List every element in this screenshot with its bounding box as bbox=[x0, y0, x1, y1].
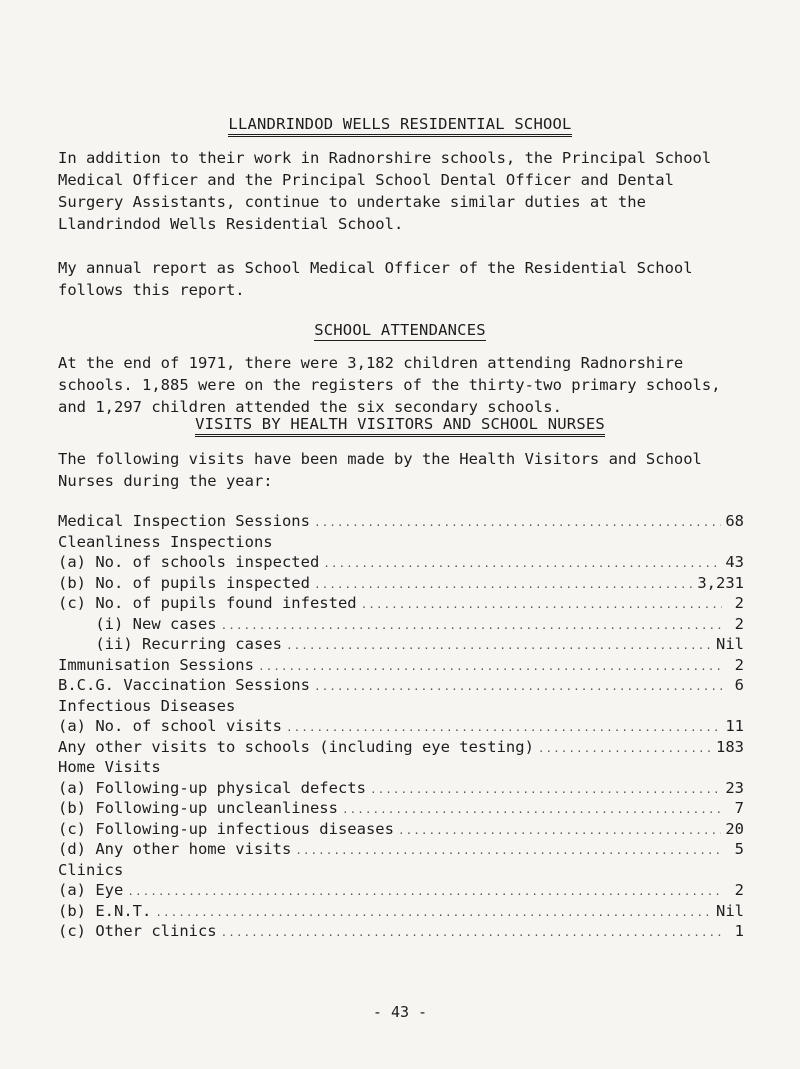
row-value: 43 bbox=[725, 553, 744, 571]
leader-dots bbox=[221, 926, 722, 939]
leader-dots bbox=[342, 803, 722, 816]
leader-dots bbox=[370, 783, 721, 796]
table-row bbox=[58, 676, 744, 697]
row-label: (ii) Recurring cases bbox=[58, 635, 282, 653]
page-number: - 43 - bbox=[372, 1003, 428, 1021]
leader-dots bbox=[127, 885, 722, 898]
visits-paragraph: The following visits have been made by the Health Visitors and School Nurses during the year: bbox=[58, 450, 702, 490]
leader-dots bbox=[323, 557, 721, 570]
table-row bbox=[58, 594, 744, 615]
row-label: Infectious Diseases bbox=[58, 696, 236, 715]
row-value: 6 bbox=[734, 676, 744, 694]
leader-dots bbox=[361, 598, 722, 611]
row-label: (i) New cases bbox=[58, 614, 217, 633]
table-row bbox=[58, 635, 744, 656]
leader-dots bbox=[295, 844, 722, 857]
row-label: (c) No. of pupils found infested bbox=[58, 594, 357, 612]
row-label: (a) No. of schools inspected bbox=[58, 553, 320, 571]
leader-dots bbox=[155, 906, 712, 919]
leader-dots bbox=[286, 721, 721, 734]
table-row bbox=[58, 656, 744, 677]
row-label: (d) Any other home visits bbox=[58, 840, 292, 858]
table-row bbox=[58, 779, 744, 800]
row-label: (c) Following-up infectious diseases bbox=[58, 819, 394, 838]
table-row bbox=[58, 697, 744, 718]
leader-dots bbox=[314, 578, 693, 591]
leader-dots bbox=[314, 516, 721, 529]
table-row bbox=[58, 881, 744, 902]
visits-heading bbox=[0, 415, 800, 437]
intro-paragraph-2: My annual report as School Medical Officer of the Residential School follows this report. bbox=[58, 259, 693, 299]
row-label: (a) No. of school visits bbox=[58, 717, 282, 735]
table-row bbox=[58, 922, 744, 943]
attendances-heading-text: SCHOOL ATTENDANCES bbox=[314, 321, 486, 339]
row-value: 11 bbox=[725, 717, 744, 735]
row-value: Nil bbox=[716, 901, 744, 920]
table-row bbox=[58, 758, 744, 779]
row-label: (c) Other clinics bbox=[58, 922, 217, 940]
table-row bbox=[58, 861, 744, 882]
row-value: 23 bbox=[725, 778, 744, 797]
leader-dots bbox=[314, 680, 722, 693]
leader-dots bbox=[286, 639, 712, 652]
page-title-text: LLANDRINDOD WELLS RESIDENTIAL SCHOOL bbox=[228, 115, 571, 137]
row-label: (b) E.N.T. bbox=[58, 901, 152, 920]
row-value: 2 bbox=[734, 881, 744, 899]
table-row bbox=[58, 902, 744, 923]
row-label: Clinics bbox=[58, 860, 124, 879]
leader-dots bbox=[258, 660, 722, 673]
visits-heading-text: VISITS BY HEALTH VISITORS AND SCHOOL NURSES bbox=[195, 415, 605, 437]
row-label: Home Visits bbox=[58, 758, 161, 776]
row-value: 1 bbox=[734, 922, 744, 940]
leader-dots bbox=[221, 619, 722, 632]
table-row bbox=[58, 533, 744, 554]
row-label: Immunisation Sessions bbox=[58, 655, 254, 674]
row-label: (b) Following-up uncleanliness bbox=[58, 799, 338, 817]
table-row bbox=[58, 615, 744, 636]
leader-dots bbox=[398, 824, 721, 837]
table-row bbox=[58, 799, 744, 820]
row-label: Any other visits to schools (including eye testing) bbox=[58, 737, 534, 756]
attendances-paragraph: At the end of 1971, there were 3,182 children attending Radnorshire schools. 1,885 were on the registers of the thirty-two primary schools, and 1,297 children attended the six secondary schools. bbox=[58, 354, 721, 416]
row-value: 20 bbox=[725, 819, 744, 838]
table-row bbox=[58, 717, 744, 738]
table-row bbox=[58, 512, 744, 533]
table-row bbox=[58, 574, 744, 595]
row-label: (b) No. of pupils inspected bbox=[58, 573, 310, 592]
page-title bbox=[0, 115, 800, 137]
row-label: (a) Eye bbox=[58, 881, 124, 899]
table-row bbox=[58, 820, 744, 841]
intro-paragraph-1: In addition to their work in Radnorshire schools, the Principal School Medical Officer and the Principal School Dental Officer and Dental Surgery Assistants, continue to undertake similar duties at the Llandrindod Wells Residential School. bbox=[58, 149, 712, 233]
row-label: (a) Following-up physical defects bbox=[58, 778, 366, 797]
row-value: 5 bbox=[734, 840, 744, 858]
row-value: 3,231 bbox=[697, 573, 744, 592]
table-row bbox=[58, 553, 744, 574]
row-value: 2 bbox=[734, 594, 744, 612]
row-value: Nil bbox=[716, 635, 744, 653]
visits-table bbox=[58, 512, 744, 943]
row-label: Medical Inspection Sessions bbox=[58, 512, 310, 530]
row-value: 68 bbox=[725, 512, 744, 530]
table-row bbox=[58, 738, 744, 759]
row-label: B.C.G. Vaccination Sessions bbox=[58, 676, 310, 694]
row-value: 7 bbox=[734, 799, 744, 817]
row-value: 183 bbox=[716, 737, 744, 756]
table-row bbox=[58, 840, 744, 861]
row-value: 2 bbox=[734, 614, 744, 633]
row-label: Cleanliness Inspections bbox=[58, 532, 273, 551]
leader-dots bbox=[538, 742, 712, 755]
attendances-heading bbox=[0, 321, 800, 341]
row-value: 2 bbox=[734, 655, 744, 674]
